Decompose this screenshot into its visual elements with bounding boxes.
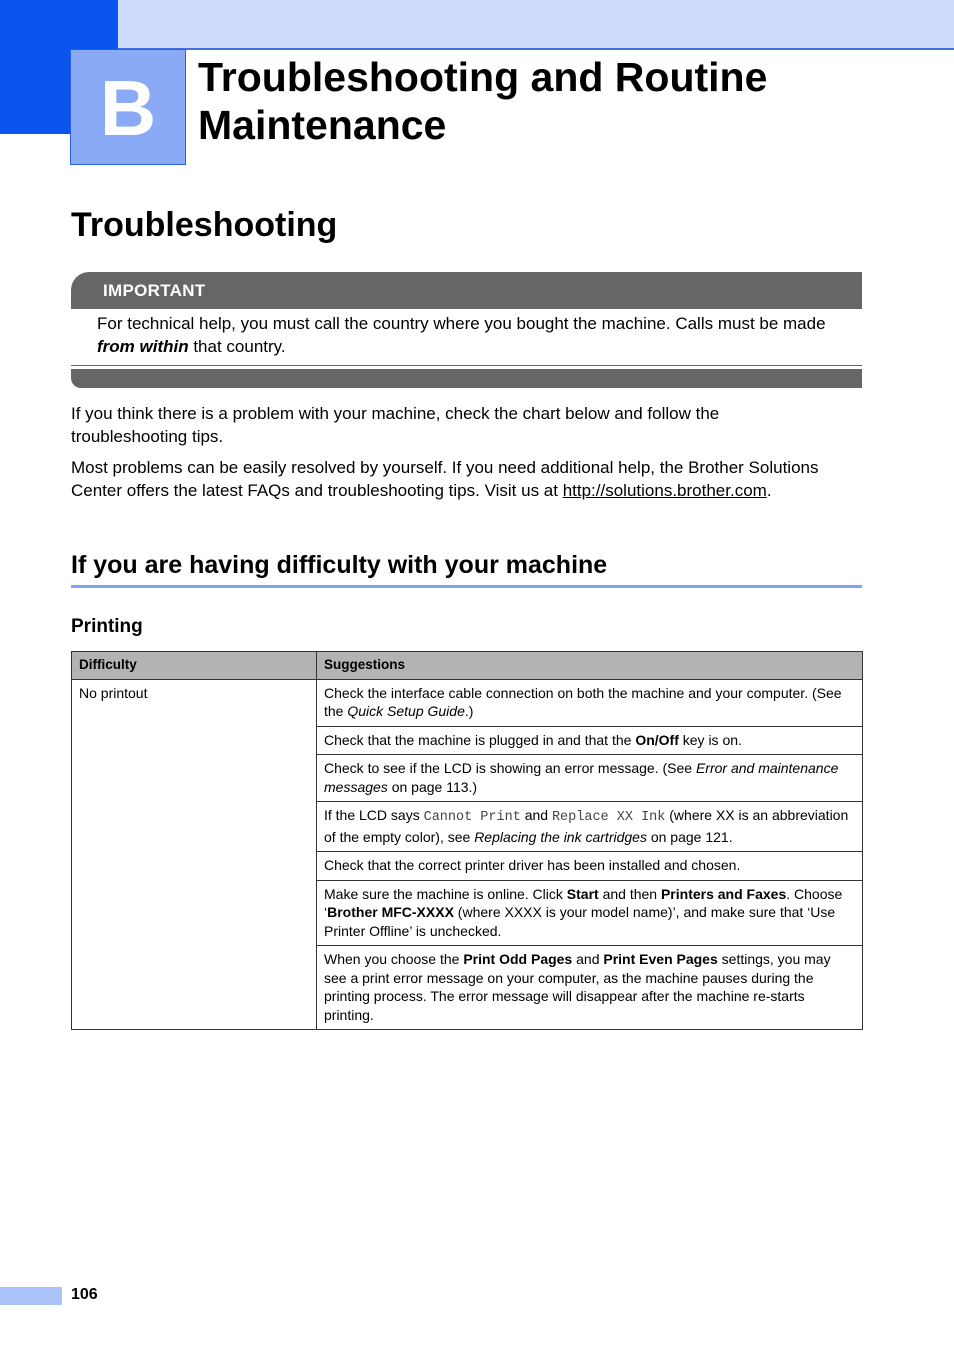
table-row <box>72 679 863 726</box>
suggestion-cell <box>317 880 863 946</box>
important-text-before: For technical help, you must call the country where you bought the machine. Calls must be made <box>97 314 826 333</box>
subsection-title: If you are having difficulty with your machine <box>71 551 608 579</box>
suggestion-cell <box>317 755 863 802</box>
important-label: IMPORTANT <box>103 281 206 300</box>
lcd-message: Cannot Print <box>423 810 521 825</box>
chapter-title: Troubleshooting and Routine Maintenance <box>198 54 768 148</box>
solutions-center-link[interactable]: http://solutions.brother.com <box>562 481 767 500</box>
important-footer-bar <box>71 369 862 388</box>
suggestion-italic: Quick Setup Guide <box>347 703 465 719</box>
suggestion-text: settings, you may see a print error message on your computer, as the machine pauses during the printing process. The error message will disappear after the machine re-starts printing. <box>324 951 831 1023</box>
suggestion-bold: Printers and Faxes <box>660 885 787 902</box>
suggestion-text: Check that the correct printer driver has been installed and chosen. <box>324 857 741 873</box>
suggestion-italic: Replacing the ink cartridges <box>474 828 647 845</box>
important-text-after: that country. <box>188 337 286 356</box>
suggestion-text: and then <box>598 885 661 902</box>
suggestion-text: on page 121. <box>646 828 733 845</box>
header-band <box>118 0 954 50</box>
difficulty-cell: No printout <box>72 679 317 1030</box>
suggestion-text: on page 113.) <box>387 778 478 795</box>
page-number: 106 <box>71 1286 98 1303</box>
subsubsection-title: Printing <box>71 616 143 637</box>
suggestion-text: Check the interface cable connection on both the machine and your computer. (See the <box>324 684 842 719</box>
suggestion-bold: On/Off <box>635 731 679 748</box>
troubleshooting-table <box>71 651 863 1030</box>
suggestion-bold: Brother MFC-XXXX <box>327 904 454 920</box>
important-text-emphasis: from within <box>97 337 189 356</box>
suggestion-text: Make sure the machine is online. Click <box>324 885 567 902</box>
suggestion-bold: Start <box>566 885 599 902</box>
suggestion-text: (where XX is an abbreviation of the empty color), see <box>324 807 849 845</box>
important-header <box>71 272 862 309</box>
suggestion-bold: Print Even Pages <box>603 951 718 967</box>
suggestion-cell <box>317 726 863 755</box>
important-text <box>97 312 857 358</box>
lcd-message: Replace XX Ink <box>551 810 666 825</box>
suggestion-cell <box>317 679 863 726</box>
suggestion-bold: Print Odd Pages <box>463 951 573 967</box>
suggestion-text: If the LCD says <box>324 807 424 823</box>
suggestion-text: . Choose ‘ <box>324 885 843 920</box>
suggestion-cell <box>317 852 863 881</box>
intro-paragraph-2 <box>71 456 831 502</box>
suggestion-text: key is on. <box>678 731 742 748</box>
subsection-rule <box>71 585 862 588</box>
intro-paragraph-2-text: Most problems can be easily resolved by yourself. If you need additional help, the Brother Solutions Center offers the latest FAQs and troubleshooting tips. Visit us at <box>71 458 819 500</box>
suggestion-cell <box>317 802 863 852</box>
chapter-letter-badge: B <box>70 49 186 165</box>
suggestion-text: .) <box>464 703 474 719</box>
section-title: Troubleshooting <box>71 206 338 244</box>
page-number-tab <box>0 1287 62 1305</box>
header-difficulty: Difficulty <box>72 652 317 680</box>
suggestion-italic: Error and maintenance messages <box>324 760 839 795</box>
suggestion-cell <box>317 946 863 1030</box>
intro-paragraph-1: If you think there is a problem with your machine, check the chart below and follow the troubleshooting tips. <box>71 404 720 446</box>
intro-paragraph-2-end: . <box>766 481 772 500</box>
important-divider <box>71 365 862 366</box>
suggestion-text: and <box>520 807 552 823</box>
suggestion-text: When you choose the <box>324 951 464 967</box>
suggestion-text: Check to see if the LCD is showing an error message. (See <box>324 760 696 776</box>
suggestion-text: Check that the machine is plugged in and that the <box>324 731 636 748</box>
suggestion-text: (where XXXX is your model name)’, and make sure that ‘Use Printer Offline’ is unchecked. <box>324 904 836 939</box>
header-suggestions: Suggestions <box>317 652 863 680</box>
table-header-row <box>72 652 863 680</box>
suggestion-text: and <box>572 951 604 967</box>
